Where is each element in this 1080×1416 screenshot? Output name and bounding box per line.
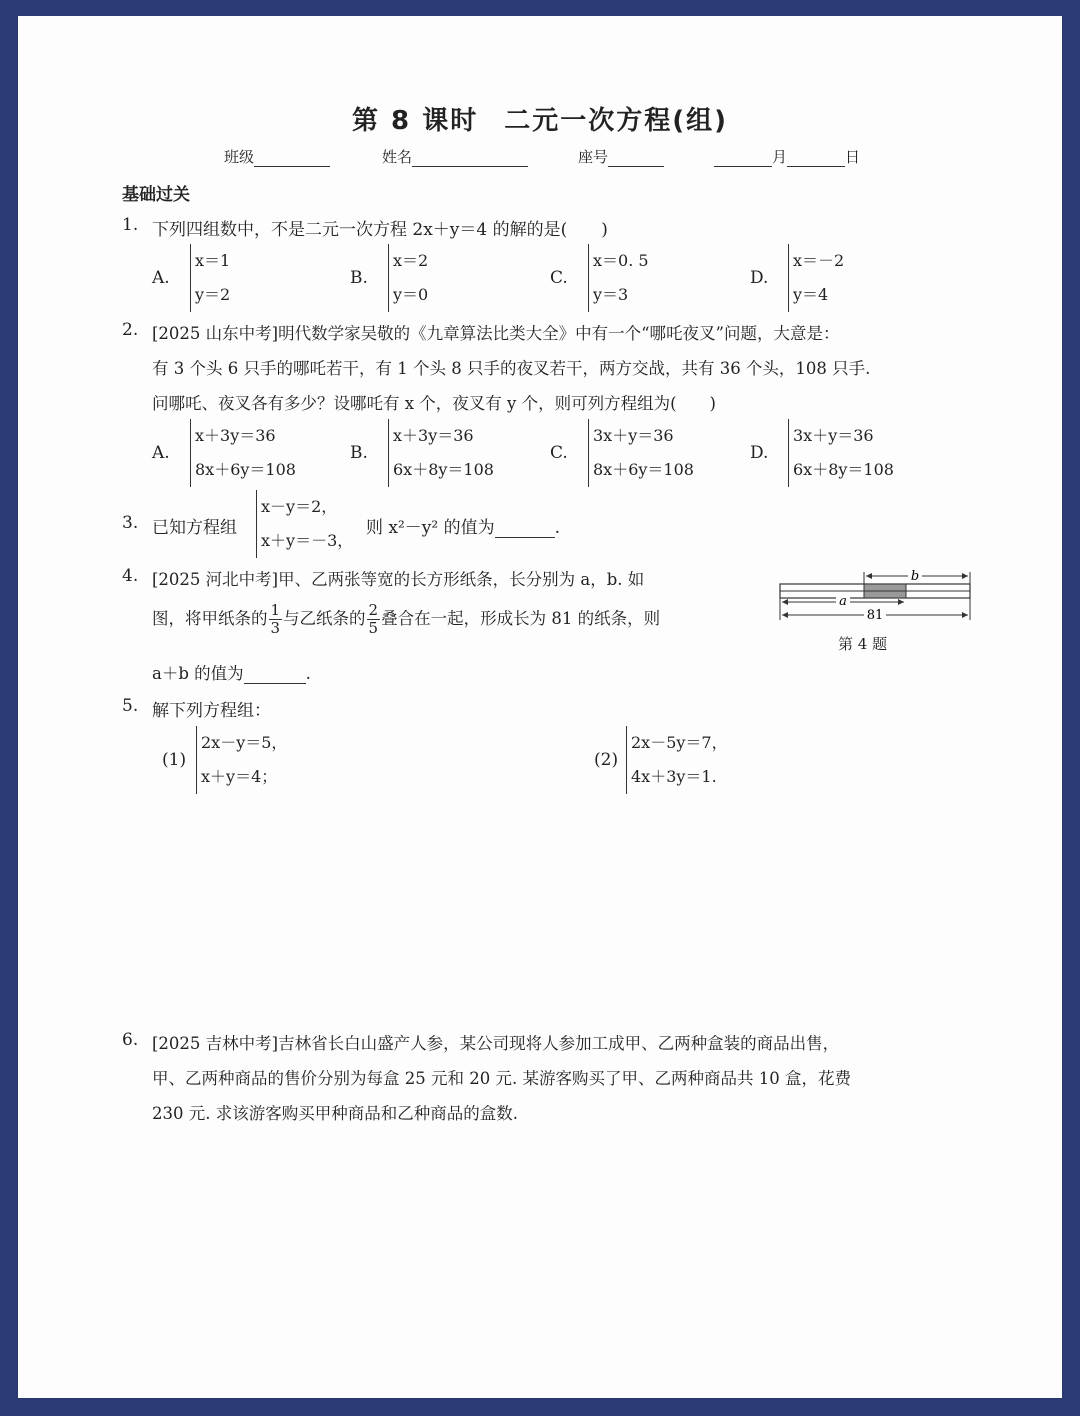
equation: x＋y＝－3，	[261, 531, 354, 550]
equation: y＝2	[195, 285, 231, 304]
equation: y＝4	[793, 285, 829, 304]
frac-numerator: 2	[368, 601, 379, 619]
q2-option-d-label: D.	[750, 443, 769, 463]
equation: x＝－2	[793, 251, 845, 270]
q4-line-3-text: a＋b 的值为	[152, 664, 244, 683]
q3-system	[256, 490, 353, 558]
q4-line-1: [2025 河北中考]甲、乙两张等宽的长方形纸条，长分别为 a，b. 如	[152, 570, 645, 589]
section-heading: 基础过关	[122, 185, 190, 205]
equation: x＋3y＝36	[195, 426, 276, 445]
q4-line-3-end: .	[305, 664, 311, 683]
equation: 8x＋6y＝108	[195, 460, 296, 479]
seat-field	[578, 146, 664, 167]
q5-part-2-label: (2)	[594, 750, 619, 770]
equation: y＝3	[593, 285, 629, 304]
month-label: 月	[772, 148, 788, 166]
q4-figure-caption: 第 4 题	[838, 635, 888, 653]
fraction-two-fifths	[367, 602, 381, 637]
equation: 6x＋8y＝108	[793, 460, 894, 479]
frac-denominator: 3	[270, 619, 281, 637]
class-blank[interactable]	[254, 150, 330, 167]
q4-answer-blank[interactable]	[244, 665, 306, 684]
equation: 3x＋y＝36	[793, 426, 874, 445]
day-label: 日	[845, 148, 861, 166]
equation: 4x＋3y＝1.	[631, 767, 717, 786]
q4-line-2	[152, 602, 660, 637]
q2-option-c-label: C.	[550, 443, 568, 463]
fig-label-a: a	[839, 594, 847, 609]
q4-line-2-b: 与乙纸条的	[283, 609, 366, 628]
q1-option-b-label: B.	[350, 268, 368, 288]
q3-answer-blank[interactable]	[495, 519, 555, 538]
q1-option-d-system	[788, 244, 844, 312]
equation: x＋y＝4；	[201, 767, 278, 786]
name-field	[382, 146, 528, 167]
q6-line-3: 230 元. 求该游客购买甲种商品和乙种商品的盒数.	[152, 1104, 518, 1123]
q1-stem: 下列四组数中，不是二元一次方程 2x＋y＝4 的解的是( )	[152, 220, 608, 240]
lesson-number: 第 8 课时	[352, 106, 479, 136]
name-label: 姓名	[382, 148, 413, 166]
q1-option-a-label: A.	[152, 268, 170, 288]
q3-post-group	[366, 513, 560, 538]
equation: x－y＝2，	[261, 497, 338, 516]
q1-number: 1.	[122, 215, 139, 235]
q3-post: 则 x²－y² 的值为	[366, 518, 495, 538]
q2-line-1: [2025 山东中考]明代数学家吴敬的《九章算法比类大全》中有一个“哪吒夜叉”问题，大意是：	[152, 324, 840, 343]
q2-line-3: 问哪吒、夜叉各有多少？设哪吒有 x 个，夜叉有 y 个，则可列方程组为( )	[152, 394, 716, 413]
seat-blank[interactable]	[608, 150, 664, 167]
q6-line-1: [2025 吉林中考]吉林省长白山盛产人参，某公司现将人参加工成甲、乙两种盒装的商品出售，	[152, 1034, 840, 1053]
frac-numerator: 1	[270, 601, 281, 619]
q2-number: 2.	[122, 320, 139, 340]
q2-option-b-system	[388, 419, 494, 487]
q1-option-b-system	[388, 244, 428, 312]
q4-number: 4.	[122, 566, 139, 586]
lesson-topic: 二元一次方程(组)	[504, 106, 728, 136]
equation: 6x＋8y＝108	[393, 460, 494, 479]
equation: x＋3y＝36	[393, 426, 474, 445]
q5-part-1-label: (1)	[162, 750, 187, 770]
equation: 8x＋6y＝108	[593, 460, 694, 479]
equation: x＝2	[393, 251, 429, 270]
q4-line-3	[152, 660, 311, 684]
q2-option-a-system	[190, 419, 296, 487]
q5-part-2-system	[626, 726, 728, 794]
q3-pre: 已知方程组	[152, 518, 237, 538]
q5-part-1-system	[196, 726, 287, 794]
day-blank[interactable]	[787, 150, 845, 167]
q5-number: 5.	[122, 696, 139, 716]
fraction-one-third	[269, 602, 283, 637]
q3-number: 3.	[122, 513, 139, 533]
month-blank[interactable]	[714, 150, 772, 167]
q2-option-b-label: B.	[350, 443, 368, 463]
name-blank[interactable]	[412, 150, 528, 167]
page-title	[0, 100, 1080, 137]
q4-line-2-c: 叠合在一起，形成长为 81 的纸条，则	[381, 609, 661, 628]
equation: 2x－y＝5，	[201, 733, 288, 752]
q1-option-a-system	[190, 244, 230, 312]
equation: y＝0	[393, 285, 429, 304]
q2-option-d-system	[788, 419, 894, 487]
class-label: 班级	[224, 148, 255, 166]
q3-end: .	[554, 518, 561, 538]
q1-option-c-system	[588, 244, 649, 312]
frac-denominator: 5	[368, 619, 379, 637]
seat-label: 座号	[578, 148, 609, 166]
date-field	[714, 146, 860, 167]
fig-label-length: 81	[866, 608, 884, 623]
equation: x＝1	[195, 251, 231, 270]
class-field	[224, 146, 330, 167]
q1-option-d-label: D.	[750, 268, 769, 288]
q2-option-c-system	[588, 419, 694, 487]
q4-figure	[776, 568, 976, 628]
equation: 3x＋y＝36	[593, 426, 674, 445]
q6-line-2: 甲、乙两种商品的售价分别为每盒 25 元和 20 元. 某游客购买了甲、乙两种商品共 10 盒，花费	[152, 1069, 851, 1088]
q6-number: 6.	[122, 1030, 139, 1050]
q2-line-2: 有 3 个头 6 只手的哪吒若干，有 1 个头 8 只手的夜叉若干，两方交战，共有 36 个头，108 只手.	[152, 359, 871, 378]
fig-label-b: b	[910, 569, 920, 584]
q1-option-c-label: C.	[550, 268, 568, 288]
q2-option-a-label: A.	[152, 443, 170, 463]
q4-line-2-a: 图，将甲纸条的	[152, 609, 268, 628]
equation: x＝0. 5	[593, 251, 649, 270]
equation: 2x－5y＝7，	[631, 733, 728, 752]
q5-stem: 解下列方程组：	[152, 701, 271, 721]
